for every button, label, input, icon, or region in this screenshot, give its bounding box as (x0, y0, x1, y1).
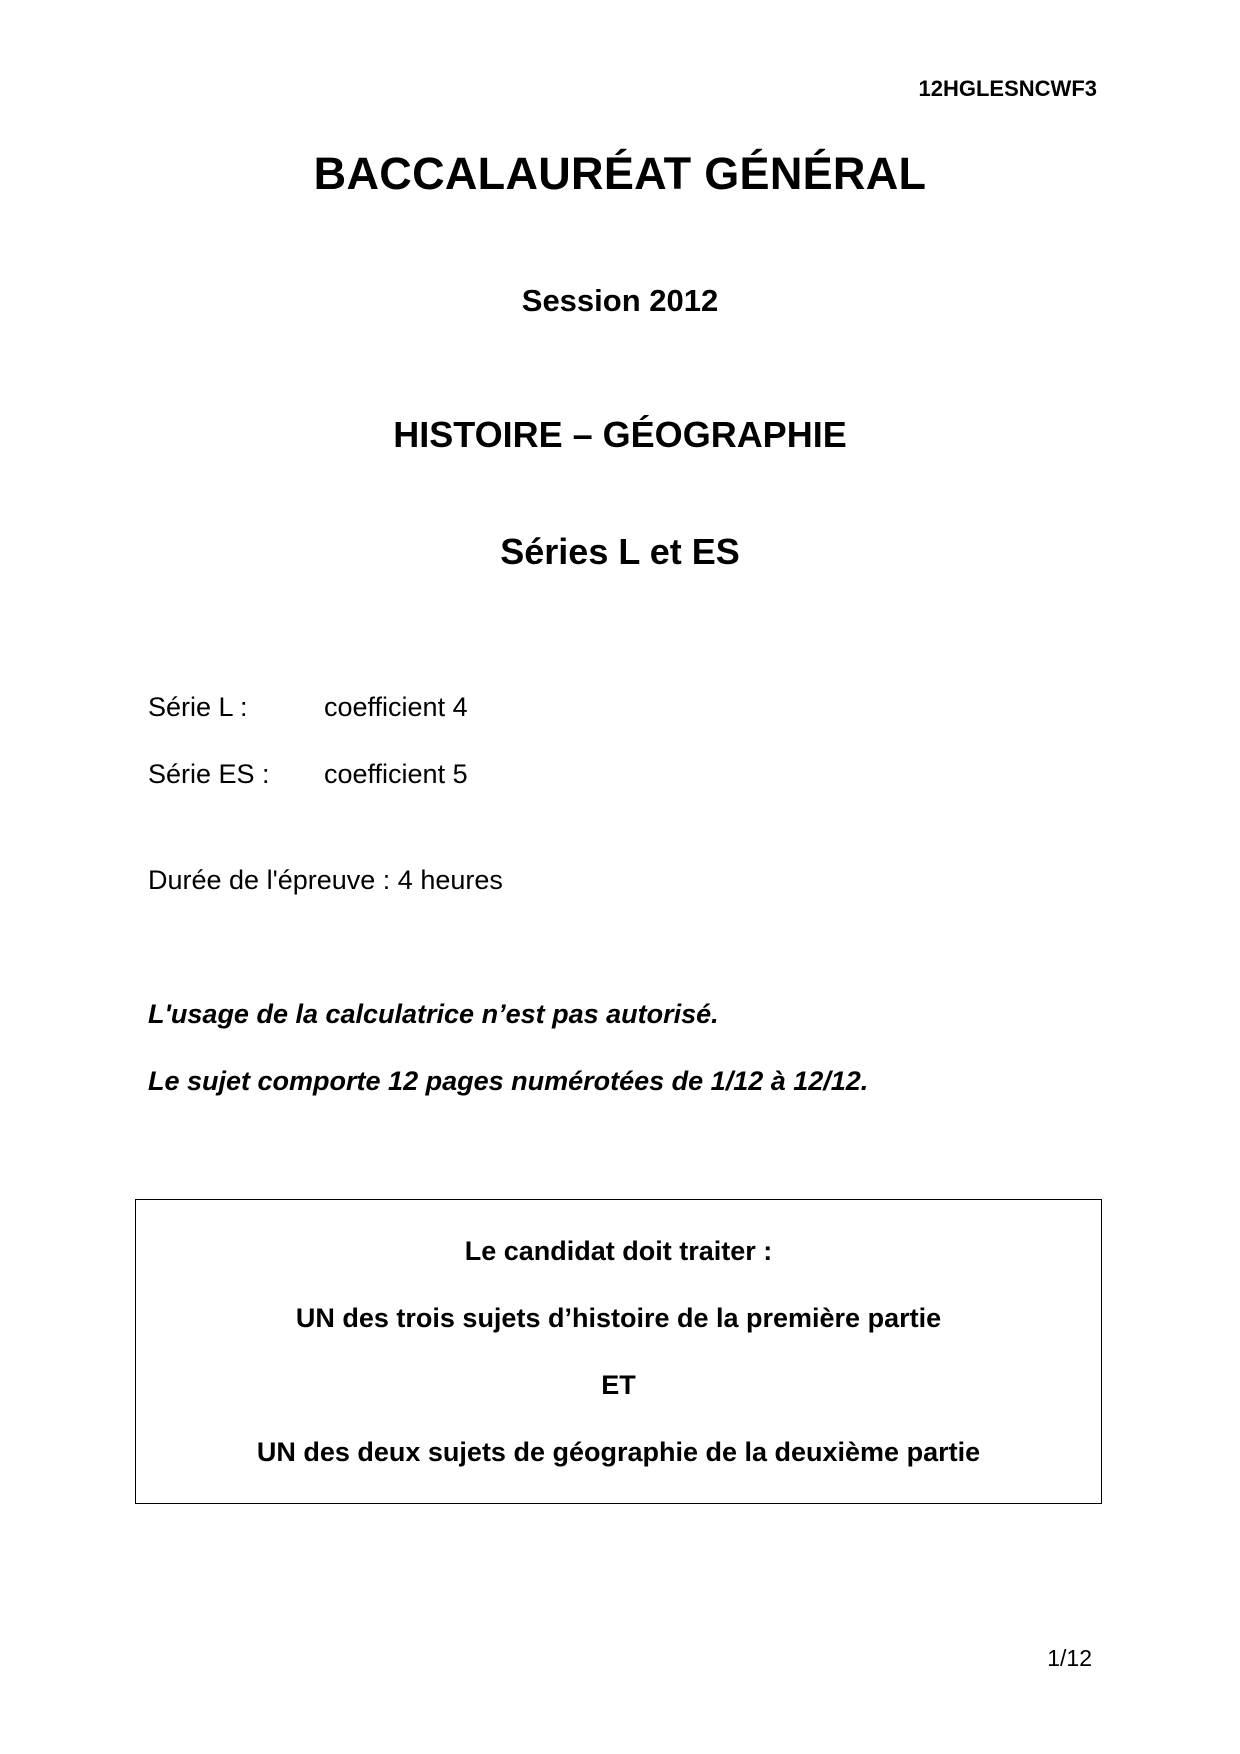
coefficient-value: coefficient 4 (324, 692, 468, 722)
coefficient-label: Série ES : (148, 759, 270, 789)
page-count-notice: Le sujet comporte 12 pages numérotées de 1/12 à 12/12. (148, 1066, 869, 1096)
calculator-notice: L'usage de la calculatrice n’est pas autorisé. (148, 999, 719, 1029)
exam-title: BACCALAURÉAT GÉNÉRAL (313, 148, 927, 199)
coefficient-label: Série L : (148, 692, 248, 722)
coefficient-row-es (148, 759, 468, 790)
subject-title: HISTOIRE – GÉOGRAPHIE (393, 414, 847, 455)
series-title: Séries L et ES (500, 531, 740, 572)
session-year: Session 2012 (521, 283, 719, 318)
coefficient-row-l (148, 692, 468, 723)
document-code: 12HGLESNCWF3 (918, 76, 1097, 101)
coefficient-value: coefficient 5 (324, 759, 468, 789)
exam-duration: Durée de l'épreuve : 4 heures (148, 865, 503, 895)
instructions-box (135, 1199, 1102, 1504)
instructions-part1: UN des trois sujets d’histoire de la première partie (295, 1303, 942, 1333)
instructions-heading: Le candidat doit traiter : (464, 1236, 773, 1266)
instructions-conjunction: ET (601, 1370, 636, 1400)
instructions-part2: UN des deux sujets de géographie de la deuxième partie (256, 1437, 981, 1467)
page-number: 1/12 (1047, 1645, 1092, 1671)
